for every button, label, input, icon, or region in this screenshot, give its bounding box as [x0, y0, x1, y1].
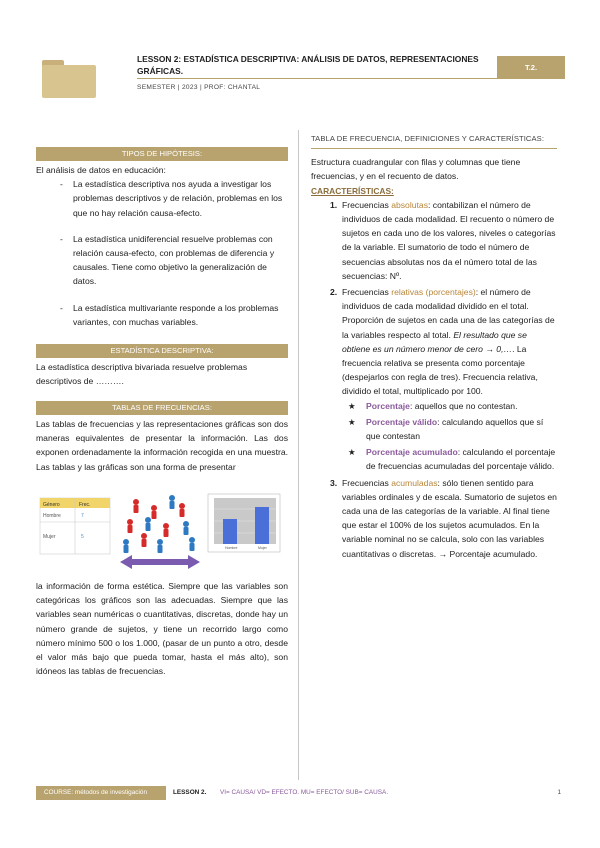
- table-cell: Hombre: [43, 513, 61, 519]
- topic-badge: T.2.: [497, 56, 565, 79]
- term-absolutas: absolutas: [391, 199, 428, 210]
- list-item: - La estadística descriptiva nos ayuda a investigar los problemas descriptivos y de relación, problemas en los que no hay relación causa-efecto.: [60, 179, 283, 218]
- table-cell: Mujer: [43, 534, 56, 540]
- bar-mujer: [255, 507, 269, 544]
- list-item: ★ Porcentaje: aquellos que no contestan.: [342, 399, 557, 413]
- list-item: 2. Frecuencias relativas (porcentajes): el número de individuos de cada modalidad dividido en el total. Proporción de sujetos en cada una de las categorías de la variables respecto al total. El resultado que se obtiene es un número menor de cero → 0,…. La frecuencia relativa se presenta como porcentaje (despejarlos con regla de tres). Frecuencia relativa, dividido el total, multiplicado por 100. ★ Porcentaje: aquellos que no contestan. ★ Porcentaje válido: calculando aquellos que sí que contestan ★ Porcentaje acumulado: calculando el porcentaje de frecuencias acumuladas del porcentaje válido.: [311, 285, 557, 474]
- double-arrow-icon: [120, 555, 200, 569]
- list-item: - La estadística unidiferencial resuelve problemas con relación causa-efecto, con problemas de diferencia y causales. Tiene como objetivo la generalización de datos.: [60, 233, 275, 287]
- star-icon: ★: [348, 416, 356, 427]
- header-rule: [137, 78, 497, 79]
- section-band-tablas: TABLAS DE FRECUENCIAS:: [36, 401, 288, 415]
- bar-hombre: [223, 519, 237, 544]
- list-item: ★ Porcentaje acumulado: calculando el porcentaje de frecuencias acumuladas del porcentaje válido.: [348, 447, 556, 472]
- list-item: 3. Frecuencias acumuladas: sólo tienen sentido para variables ordinales y de escala. Sumatorio de sujetos en cada una de las categorías de la variable. Al final tiene que estar el 100% de los sujetos acumulados. En la variable nominal no se calcula, solo con las variables cuantitativas o discretas. → Porcentaje acumulado.: [330, 477, 557, 559]
- section-band-descriptiva: ESTADÍSTICA DESCRIPTIVA:: [36, 344, 288, 358]
- analysis-intro: El análisis de datos en educación:: [36, 165, 166, 175]
- people-figures: [123, 495, 195, 553]
- column-divider: [298, 130, 299, 780]
- right-column: [311, 132, 557, 563]
- table-cell: 7: [81, 513, 84, 519]
- chart-label: Mujer: [258, 546, 267, 550]
- table-header-frec: Frec.: [79, 502, 91, 508]
- term-acumuladas: acumuladas: [391, 477, 438, 488]
- chart-label: Hombre: [225, 546, 238, 550]
- table-header-genero: Género: [43, 502, 60, 508]
- page-number: 1: [557, 789, 561, 796]
- star-icon: ★: [348, 447, 356, 458]
- descriptiva-text: La estadística descriptiva bivariada resuelve problemas descriptivos de ……….: [36, 362, 248, 387]
- tablas-text: Las tablas de frecuencias y las representaciones gráficas son dos maneras equivalentes de presentar la información. Las dos exponen ordenadamente la información recogida en una muestra. Las tablas y las gráficas son una forma de presentar: [36, 419, 288, 472]
- term-relativas: relativas (porcentajes): [391, 287, 476, 298]
- right-section-title: TABLA DE FRECUENCIA, DEFINICIONES Y CARACTERÍSTICAS:: [311, 132, 557, 149]
- footer-legend: VI= CAUSA/ VD= EFECTO. MU= EFECTO/ SUB= CAUSA.: [220, 789, 389, 796]
- star-icon: ★: [348, 400, 356, 411]
- right-intro: Estructura cuadrangular con filas y columnas que tiene frecuencias, y en el recuento de datos.: [311, 157, 521, 182]
- analysis-bullets: [36, 177, 288, 329]
- folder-icon: [42, 60, 96, 98]
- characteristics-heading: CARACTERÍSTICAS:: [311, 185, 394, 196]
- left-column: [36, 147, 288, 341]
- list-item: - La estadística multivariante responde a los problemas variantes, con muchas variables.: [60, 302, 279, 327]
- section-tablas: [36, 401, 288, 474]
- footer-lesson: LESSON 2.: [173, 789, 207, 796]
- list-item: 1. Frecuencias absolutas: contabilizan el número de individuos de cada modalidad. El recuento o número de sujetos en cada uno de los valores, niveles o categorías de la variable. El sumatorio de todo el número de secuencias absolutas nos da el número total de las secuencias: Nº.: [330, 199, 556, 281]
- section-descriptiva: [36, 344, 288, 388]
- list-item: ★ Porcentaje válido: calculando aquellos que sí que contestan: [348, 416, 544, 442]
- percentage-sublist: [342, 399, 557, 474]
- frequency-illustration: [36, 492, 288, 570]
- section-band-hipotesis: TIPOS DE HIPÓTESIS:: [36, 147, 288, 161]
- table-cell: 5: [81, 534, 84, 540]
- lesson-subtitle: SEMESTER | 2023 | PROF: CHANTAL: [137, 84, 261, 91]
- course-label: COURSE: métodos de investigación: [36, 786, 166, 800]
- characteristics-list: [311, 198, 557, 561]
- mini-bar-chart: [208, 494, 280, 552]
- tablas-text-continued: la información de forma estética. Siempre que las variables son categóricas los gráficos son las adecuadas. Siempre que las variables sean numéricas o cuantitativas, discretas, donde hay un número grande de sujetos, y tiene un recorrido largo como número mínimo 500 o los 1.000, (pasar de un punto a otro, desde el valor más bajo que pueda tomar, hasta el más alto), son idóneos las tablas de frecuencias.: [36, 581, 288, 677]
- lesson-title: LESSON 2: ESTADÍSTICA DESCRIPTIVA: ANÁLISIS DE DATOS, REPRESENTACIONES GRÁFICAS.: [137, 54, 479, 76]
- page-footer: [36, 786, 563, 800]
